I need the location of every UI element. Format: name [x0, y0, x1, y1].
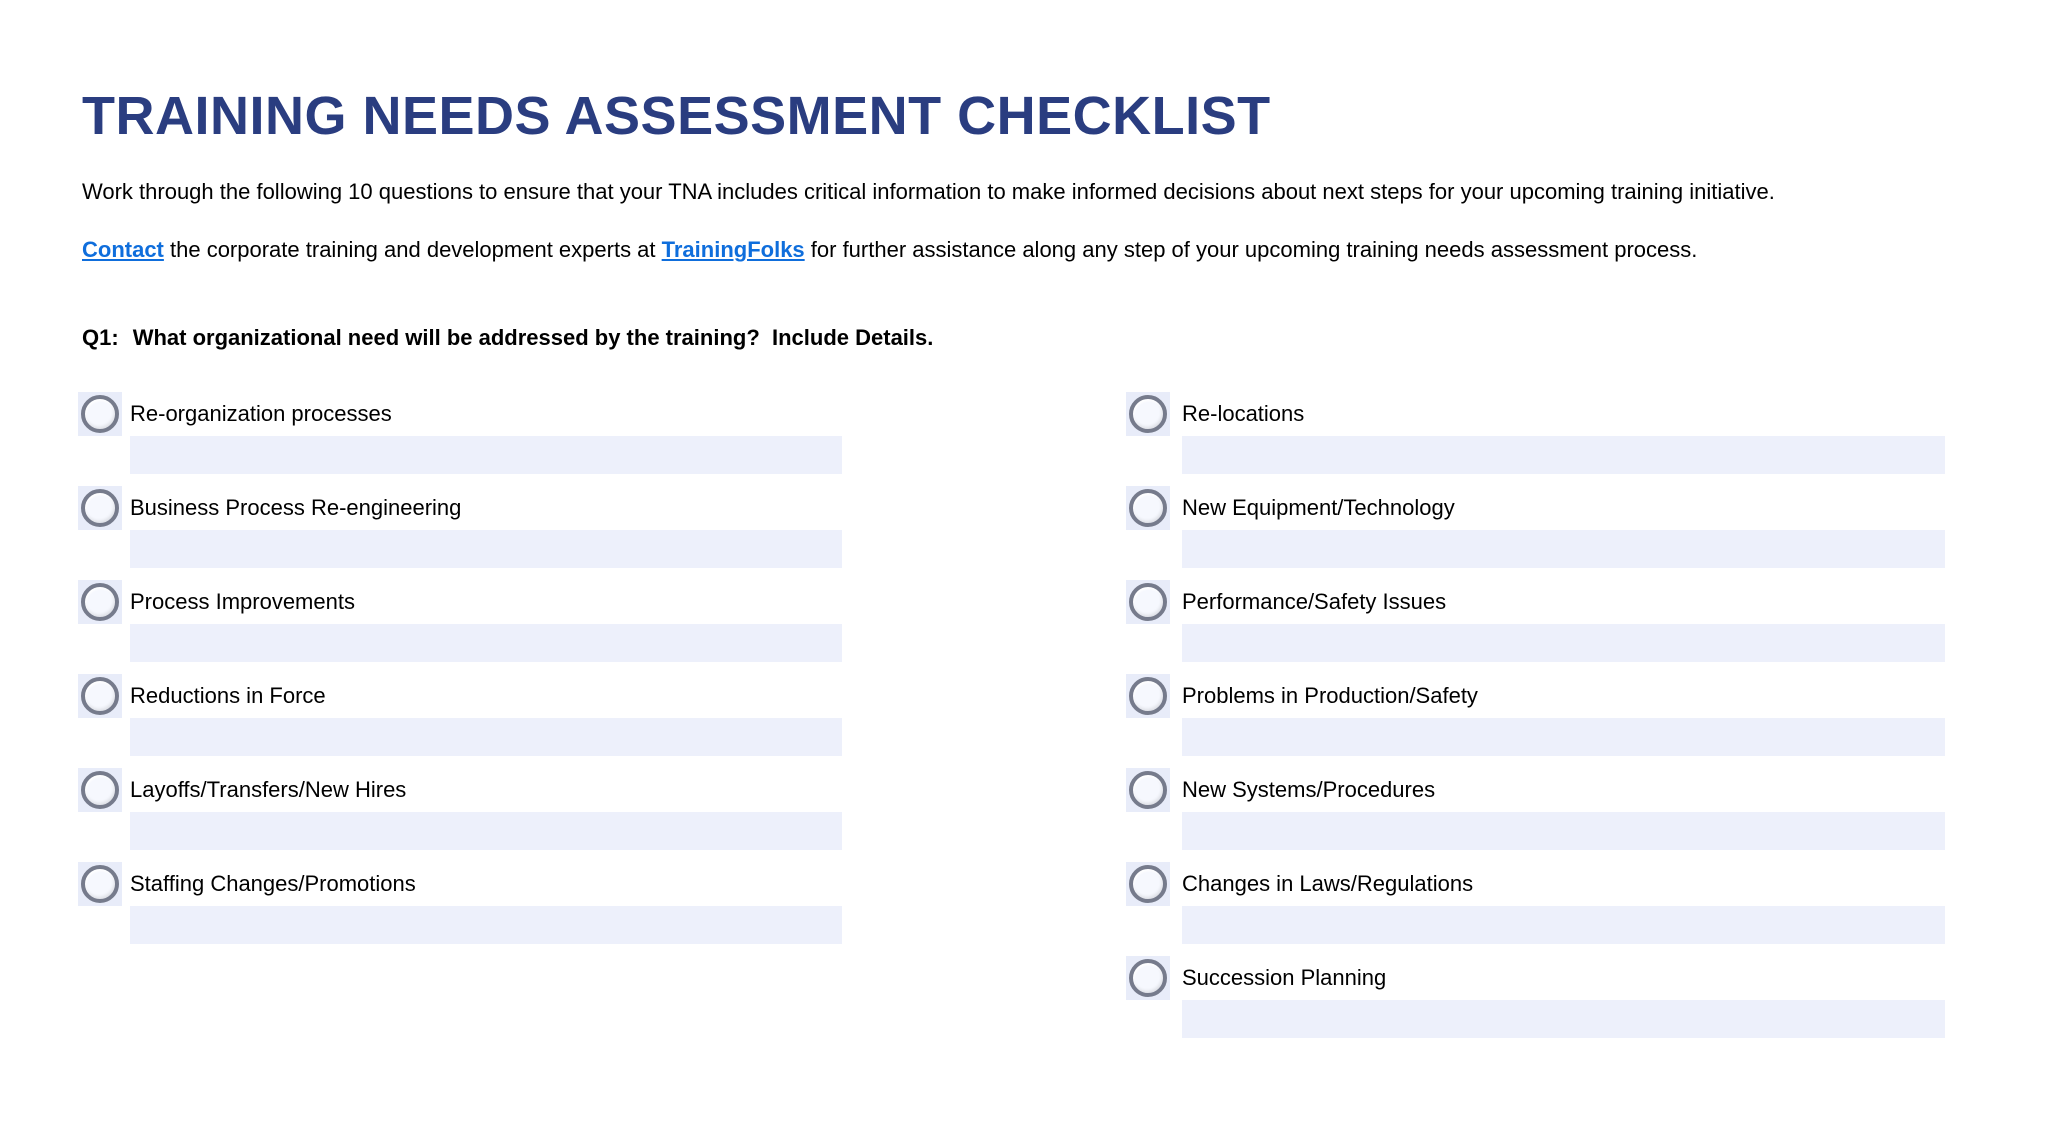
- option-detail-input[interactable]: [1182, 906, 1945, 944]
- option-label: Reductions in Force: [130, 683, 326, 708]
- option-detail-input[interactable]: [130, 530, 842, 568]
- option-row: [78, 674, 842, 756]
- option-body: [130, 580, 842, 662]
- option-detail-input[interactable]: [1182, 530, 1945, 568]
- option-body: [1182, 862, 1945, 944]
- contact-text-middle: the corporate training and development experts at: [163, 237, 662, 262]
- options-left-column: [78, 392, 842, 956]
- option-detail-input[interactable]: [1182, 1000, 1945, 1038]
- option-row: [1126, 768, 1945, 850]
- option-label: Business Process Re-engineering: [130, 495, 462, 520]
- radio-button[interactable]: [78, 392, 122, 436]
- option-body: [130, 768, 842, 850]
- page-title: TRAINING NEEDS ASSESSMENT CHECKLIST: [82, 86, 1271, 146]
- radio-button[interactable]: [1126, 956, 1170, 1000]
- question-label: Q1:: [82, 325, 119, 350]
- option-label: Succession Planning: [1182, 965, 1387, 990]
- option-detail-input[interactable]: [1182, 812, 1945, 850]
- option-detail-input[interactable]: [130, 906, 842, 944]
- radio-circle-icon: [1129, 677, 1167, 715]
- radio-circle-icon: [1129, 959, 1167, 997]
- option-body: [130, 862, 842, 944]
- option-label: Layoffs/Transfers/New Hires: [130, 777, 407, 802]
- option-label: New Equipment/Technology: [1182, 495, 1455, 520]
- option-row: [78, 392, 842, 474]
- option-label: Problems in Production/Safety: [1182, 683, 1478, 708]
- intro-paragraph: Work through the following 10 questions to ensure that your TNA includes critical information to make informed decisions about next steps for your upcoming training initiative.: [82, 179, 1775, 204]
- option-row: [1126, 392, 1945, 474]
- radio-circle-icon: [1129, 771, 1167, 809]
- option-body: [1182, 956, 1945, 1038]
- option-row: [78, 862, 842, 944]
- radio-circle-icon: [1129, 865, 1167, 903]
- option-body: [1182, 768, 1945, 850]
- option-row: [1126, 486, 1945, 568]
- trainingfolks-link[interactable]: TrainingFolks: [661, 237, 805, 262]
- option-detail-input[interactable]: [130, 812, 842, 850]
- radio-button[interactable]: [78, 674, 122, 718]
- radio-circle-icon: [81, 489, 119, 527]
- option-label: Re-locations: [1182, 401, 1305, 426]
- radio-button[interactable]: [1126, 486, 1170, 530]
- option-body: [130, 392, 842, 474]
- option-detail-input[interactable]: [1182, 718, 1945, 756]
- contact-text-end: for further assistance along any step of your upcoming training needs assessment process.: [804, 237, 1698, 262]
- option-label: Changes in Laws/Regulations: [1182, 871, 1474, 896]
- option-detail-input[interactable]: [130, 718, 842, 756]
- radio-button[interactable]: [1126, 392, 1170, 436]
- question-q1: [82, 324, 1966, 352]
- option-label: Re-organization processes: [130, 401, 392, 426]
- option-detail-input[interactable]: [1182, 436, 1945, 474]
- option-body: [1182, 674, 1945, 756]
- radio-circle-icon: [81, 583, 119, 621]
- radio-button[interactable]: [78, 862, 122, 906]
- radio-circle-icon: [81, 865, 119, 903]
- contact-link[interactable]: Contact: [82, 237, 164, 262]
- option-label: Staffing Changes/Promotions: [130, 871, 416, 896]
- option-row: [1126, 862, 1945, 944]
- radio-circle-icon: [1129, 583, 1167, 621]
- option-row: [78, 486, 842, 568]
- question-text: What organizational need will be addressed by the training? Include Details.: [132, 325, 934, 350]
- option-row: [78, 580, 842, 662]
- option-body: [1182, 392, 1945, 474]
- option-body: [1182, 486, 1945, 568]
- option-detail-input[interactable]: [1182, 624, 1945, 662]
- option-row: [78, 768, 842, 850]
- radio-circle-icon: [81, 395, 119, 433]
- radio-circle-icon: [1129, 489, 1167, 527]
- option-body: [130, 486, 842, 568]
- radio-button[interactable]: [78, 486, 122, 530]
- radio-button[interactable]: [1126, 862, 1170, 906]
- option-detail-input[interactable]: [130, 436, 842, 474]
- option-detail-input[interactable]: [130, 624, 842, 662]
- contact-paragraph: [82, 236, 1966, 264]
- option-body: [130, 674, 842, 756]
- option-label: New Systems/Procedures: [1182, 777, 1436, 802]
- options-columns: [78, 392, 1966, 1050]
- radio-button[interactable]: [78, 580, 122, 624]
- radio-button[interactable]: [1126, 674, 1170, 718]
- radio-button[interactable]: [78, 768, 122, 812]
- option-row: [1126, 956, 1945, 1038]
- radio-button[interactable]: [1126, 580, 1170, 624]
- option-label: Performance/Safety Issues: [1182, 589, 1447, 614]
- option-label: Process Improvements: [130, 589, 355, 614]
- option-row: [1126, 674, 1945, 756]
- radio-circle-icon: [81, 677, 119, 715]
- option-body: [1182, 580, 1945, 662]
- radio-button[interactable]: [1126, 768, 1170, 812]
- options-right-column: [1126, 392, 1945, 1050]
- radio-circle-icon: [81, 771, 119, 809]
- option-row: [1126, 580, 1945, 662]
- radio-circle-icon: [1129, 395, 1167, 433]
